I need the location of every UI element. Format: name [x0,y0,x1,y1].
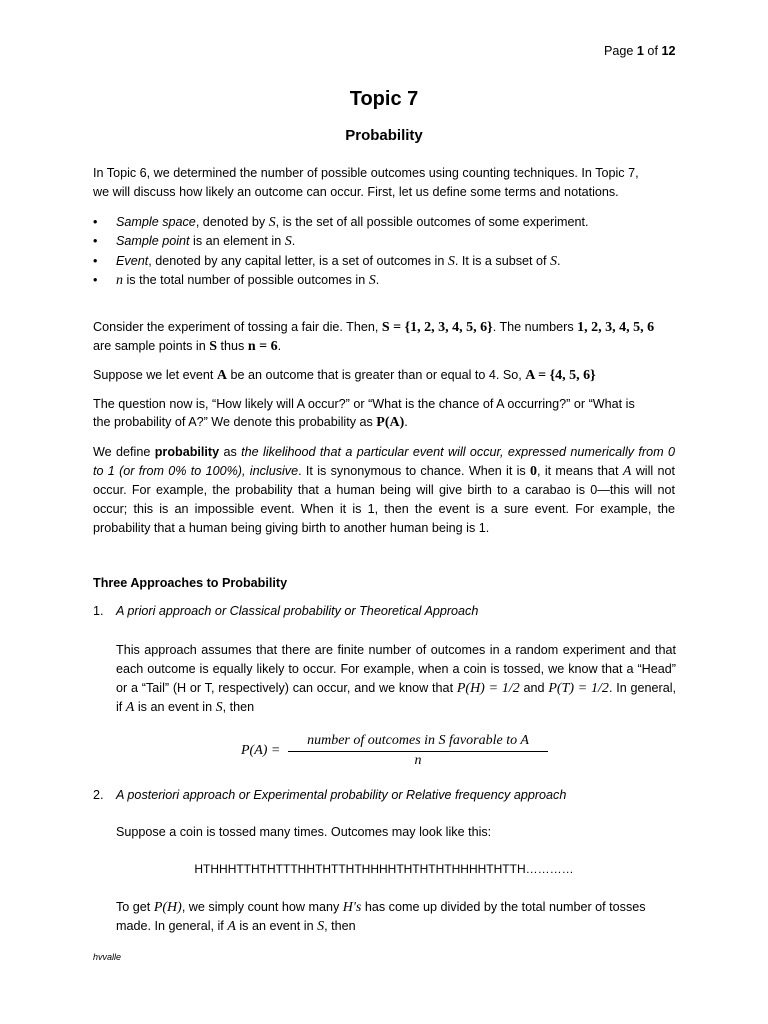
probability-definition: We define probability as the likelihood that a particular event will occur, expressed numerically from 0 to 1 (or from 0% to 100%), inclusive. It is synonymous to chance. When it is 0, it means that A will not occur. For example, the probability that a human being will give birth to a carabao is 0—this will not occur; this is an impossible event. When it is 1, then the event is a sure event. For example, the probability that a human being giving birth to another human being is 1. [93,445,675,535]
die-line-1: Consider the experiment of tossing a fair die. Then, S = {1, 2, 3, 4, 5, 6}. The numbers 1, 2, 3, 4, 5, 6 [93,320,655,335]
approaches-heading: Three Approaches to Probability [93,576,288,590]
intro-line-1: In Topic 6, we determined the number of possible outcomes using counting techniques. In Topic 7, [93,166,639,180]
formula-lhs: P(A) = [241,743,281,758]
page-subtitle: Probability [345,127,423,144]
bullet-sample-space: • Sample space, denoted by S, is the set of all possible outcomes of some experiment. [93,215,589,230]
question-line-2: the probability of A?” We denote this probability as P(A). [93,415,408,430]
coin-sequence: HTHHHTTHTHTTTHHTHTTHTHHHHTHTHTHTHHHHTHTTH………… [194,862,574,876]
formula-numerator: number of outcomes in S favorable to A [288,733,548,752]
page-title: Topic 7 [349,88,419,110]
approach-1-paragraph: This approach assumes that there are finite number of outcomes in a random experiment and that each outcome is equally likely to occur. For example, when a coin is tossed, we know that a “Head” or a “Tail” (H or T, respectively) can occur, and we know that P(H) = 1/2 and P(T) = 1/2. In general, if A is an event in S, then [116,643,677,715]
approach-1-title: 1. A priori approach or Classical probability or Theoretical Approach [93,604,479,618]
approach-2-intro: Suppose a coin is tossed many times. Outcomes may look like this: [116,825,492,839]
die-line-2: are sample points in S thus n = 6. [93,339,282,354]
classical-formula [241,733,561,773]
formula-denominator: n [414,753,422,768]
bullet-sample-point: • Sample point is an element in S. [93,234,296,249]
page-number: Page 1 of 12 [604,44,676,58]
bullet-n: • n is the total number of possible outcomes in S. [93,273,380,288]
question-line-1: The question now is, “How likely will A occur?” or “What is the chance of A occurring?” or “What is [93,397,635,411]
intro-line-2: we will discuss how likely an outcome can occur. First, let us define some terms and notations. [93,185,619,199]
event-line: Suppose we let event A be an outcome that is greater than or equal to 4. So, A = {4, 5, 6} [93,368,596,383]
formula-fraction [288,733,548,769]
approach-2-title: 2. A posteriori approach or Experimental probability or Relative frequency approach [93,788,567,802]
approach-2-line-2: made. In general, if A is an event in S, then [116,919,356,934]
footer-author: hvvalle [93,952,122,962]
bullet-event: • Event, denoted by any capital letter, is a set of outcomes in S. It is a subset of S. [93,254,561,269]
approach-2-line-1: To get P(H), we simply count how many H's has come up divided by the total number of tosses [116,900,646,915]
